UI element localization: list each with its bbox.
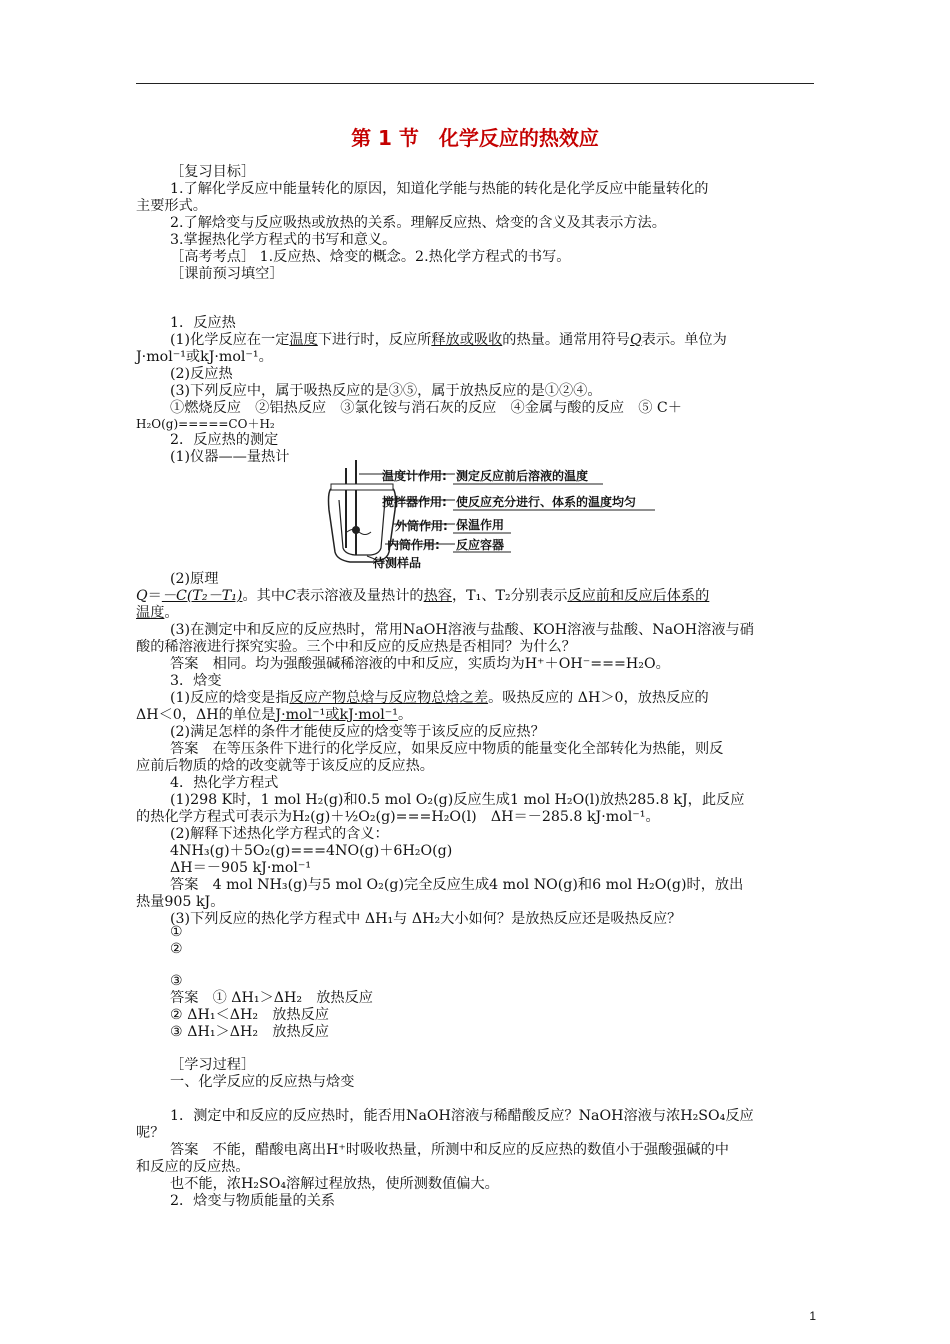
header-rule [136,83,814,84]
inner-cup-function: 反应容器 [456,538,505,552]
text-line: ② [170,941,183,957]
text-line: 呢？ [136,1125,165,1141]
outer-cup-label: 外筒作用: [395,519,448,533]
page-title: 第 1 节 化学反应的热效应 [351,126,599,150]
text-line: 的热化学方程式可表示为H₂(g)＋½O₂(g)===H₂O(l) ΔH＝－285.8 kJ·mol⁻¹。 [136,809,660,825]
text-line: 热量905 kJ。 [136,894,225,910]
section-heading: 4．热化学方程式 [170,775,279,791]
section-heading: 一、化学反应的反应热与焓变 [170,1074,355,1090]
section-heading: 2．焓变与物质能量的关系 [170,1193,336,1209]
text-line: 3.掌握热化学方程式的书写和意义。 [170,232,397,248]
text-line: (3)在测定中和反应的反应热时，常用NaOH溶液与盐酸、KOH溶液与盐酸、NaOH溶液与硝 [170,622,754,638]
text-line: ①燃烧反应 ②铝热反应 ③氯化铵与消石灰的反应 ④金属与酸的反应 ⑤ C＋ [170,400,682,416]
answer-line: 答案 不能，醋酸电离出H⁺时吸收热量，所测中和反应的反应热的数值小于强酸强碱的中 [170,1142,729,1158]
thermometer-label: 温度计作用: [382,469,447,483]
answer-line: ③ ΔH₁＞ΔH₂ 放热反应 [170,1024,329,1040]
text-line: 温度。 [136,605,179,621]
text-line: 应前后物质的焓的改变就等于该反应的反应热。 [136,758,434,774]
text-line: (1)反应的焓变是指反应产物总焓与反应物总焓之差。吸热反应的 ΔH＞0，放热反应的 [170,690,709,706]
text-line: ［课前预习填空］ [170,266,284,282]
equation: ΔH＝－905 kJ·mol⁻¹ [170,860,312,876]
stirrer-function: 使反应充分进行、体系的温度均匀 [456,495,637,509]
inner-cup-label: 内筒作用: [387,538,440,552]
sample-label: 待测样品 [373,556,422,570]
answer-line: 答案 相同。均为强酸强碱稀溶液的中和反应，实质均为H⁺＋OH⁻===H₂O。 [170,656,670,672]
text-line: (2)解释下述热化学方程式的含义： [170,826,389,842]
text-line: ［高考考点］ 1.反应热、焓变的概念。2.热化学方程式的书写。 [170,249,571,265]
text-line: 也不能，浓H₂SO₄溶解过程放热，使所测数值偏大。 [170,1176,499,1192]
text-line: (1)化学反应在一定温度下进行时，反应所释放或吸收的热量。通常用符号Q表示。单位为 [170,332,727,348]
text-line: 2.了解焓变与反应吸热或放热的关系。理解反应热、焓变的含义及其表示方法。 [170,215,666,231]
thermometer-function: 测定反应前后溶液的温度 [456,469,589,483]
text-line: (2)满足怎样的条件才能使反应的焓变等于该反应的反应热？ [170,724,545,740]
equation: 4NH₃(g)＋5O₂(g)===4NO(g)＋6H₂O(g) [170,843,453,859]
section-heading: 3．焓变 [170,673,222,689]
text-line: ③ [170,973,183,989]
calorimeter-figure [325,460,665,568]
text-line: 1.了解化学反应中能量转化的原因，知道化学能与热能的转化是化学反应中能量转化的 [170,181,709,197]
outer-cup-function: 保温作用 [456,518,505,532]
text-line: (2)原理 [170,571,219,587]
text-line: 主要形式。 [136,198,207,214]
page-number: 1 [809,1309,816,1323]
text-line: 酸的稀溶液进行探究实验。三个中和反应的反应热是否相同？为什么？ [136,639,576,655]
text-line: J·mol⁻¹或kJ·mol⁻¹。 [136,349,273,365]
section-heading: 2．反应热的测定 [170,432,279,448]
text-line: ΔH＜0，ΔH的单位是J·mol⁻¹或kJ·mol⁻¹。 [136,707,413,723]
answer-line: 答案 ① ΔH₁＞ΔH₂ 放热反应 [170,990,373,1006]
text-line: ① [170,924,183,940]
stirrer-label: 搅拌器作用: [382,495,447,509]
text-line: (3)下列反应的热化学方程式中 ΔH₁与 ΔH₂大小如何？是放热反应还是吸热反应？ [170,911,682,927]
section-heading: ［学习过程］ [170,1057,256,1073]
answer-line: 答案 在等压条件下进行的化学反应，如果反应中物质的能量变化全部转化为热能，则反 [170,741,724,757]
text-line: 和反应的反应热。 [136,1159,250,1175]
text-line: (1)298 K时，1 mol H₂(g)和0.5 mol O₂(g)反应生成1 mol H₂O(l)放热285.8 kJ，此反应 [170,792,745,808]
text-line: ［复习目标］ [170,164,256,180]
text-line: Q＝－C(T₂－T₁)。其中C表示溶液及量热计的热容，T₁、T₂分别表示反应前和反应后体系的 [136,588,710,604]
text-line: 1．测定中和反应的反应热时，能否用NaOH溶液与稀醋酸反应？NaOH溶液与浓H₂SO₄反应 [170,1108,754,1124]
section-heading: 1．反应热 [170,315,236,331]
text-line: H₂O(g)=====CO＋H₂ [136,417,275,431]
answer-line: 答案 4 mol NH₃(g)与5 mol O₂(g)完全反应生成4 mol NO(g)和6 mol H₂O(g)时，放出 [170,877,744,893]
text-line: (1)仪器——量热计 [170,449,290,465]
answer-line: ② ΔH₁＜ΔH₂ 放热反应 [170,1007,329,1023]
text-line: (2)反应热 [170,366,233,382]
text-line: (3)下列反应中，属于吸热反应的是③⑤，属于放热反应的是①②④。 [170,383,602,399]
